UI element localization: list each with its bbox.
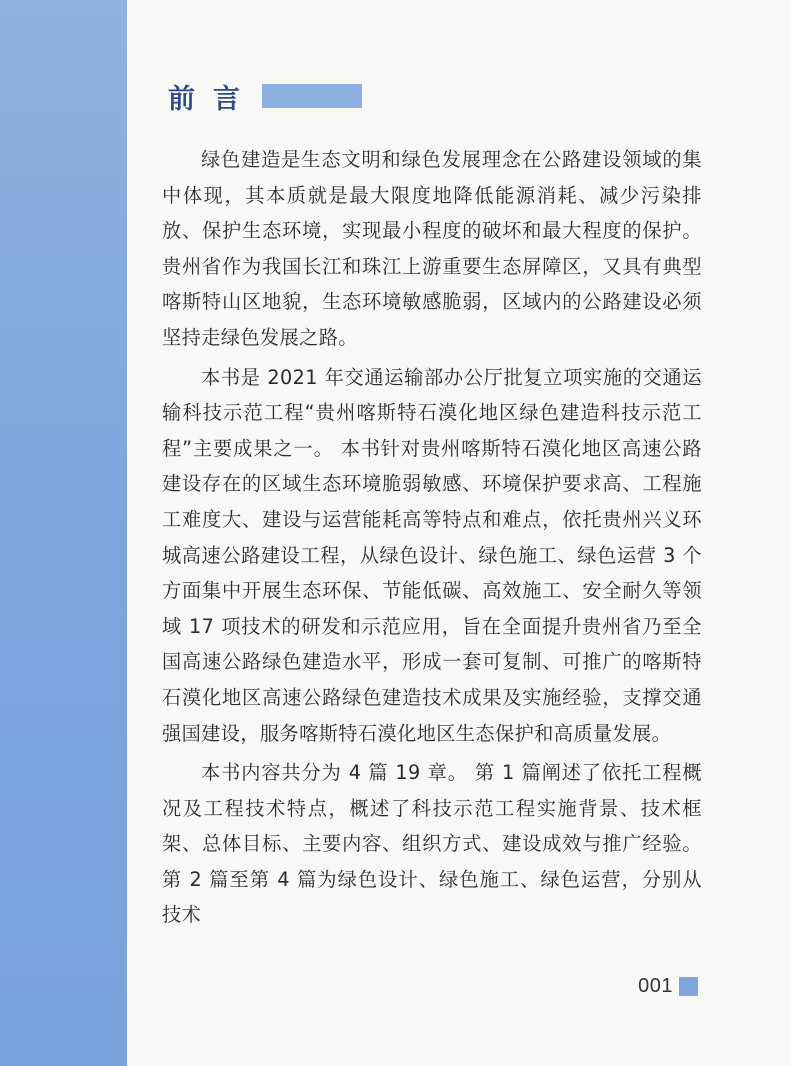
page-title: 前言 bbox=[168, 83, 258, 115]
page-number: 001 bbox=[638, 975, 673, 997]
decorative-side-band bbox=[0, 0, 127, 1066]
paragraph-2: 本书是 2021 年交通运输部办公厅批复立项实施的交通运输科技示范工程“贵州喀斯特石漠化地区绿色建造科技示范工程”主要成果之一。 本书针对贵州喀斯特石漠化地区高速公路建设存在的区域生态环境脆弱敏感、环境保护要求高、工程施工难度大、建设与运营能耗高等特点和难点，依托贵州兴义环城高速公路建设工程，从绿色设计、绿色施工、绿色运营 3 个方面集中开展生态环保、节能低碳、高效施工、安全耐久等领域 17 项技术的研发和示范应用，旨在全面提升贵州省乃至全国高速公路绿色建造水平，形成一套可复制、可推广的喀斯特石漠化地区高速公路绿色建造技术成果及实施经验，支撑交通强国建设，服务喀斯特石漠化地区生态保护和高质量发展。 bbox=[162, 365, 702, 745]
page-number-marker bbox=[679, 977, 698, 996]
title-row bbox=[168, 76, 362, 116]
page-footer bbox=[638, 975, 698, 998]
paragraph-1: 绿色建造是生态文明和绿色发展理念在公路建设领域的集中体现，其本质就是最大限度地降低能源消耗、减少污染排放、保护生态环境，实现最小程度的破坏和最大程度的保护。 贵州省作为我国长江和珠江上游重要生态屏障区，又具有典型喀斯特山区地貌，生态环境敏感脆弱，区域内的公路建设必须坚持走绿色发展之路。 bbox=[162, 148, 702, 349]
paragraph-3: 本书内容共分为 4 篇 19 章。 第 1 篇阐述了依托工程概况及工程技术特点，概述了科技示范工程实施背景、技术框架、总体目标、主要内容、组织方式、建设成效与推广经验。 第 2 篇至第 4 篇为绿色设计、绿色施工、绿色运营，分别从技术 bbox=[162, 761, 702, 927]
body-text bbox=[162, 142, 702, 937]
title-accent-bar bbox=[262, 84, 362, 108]
